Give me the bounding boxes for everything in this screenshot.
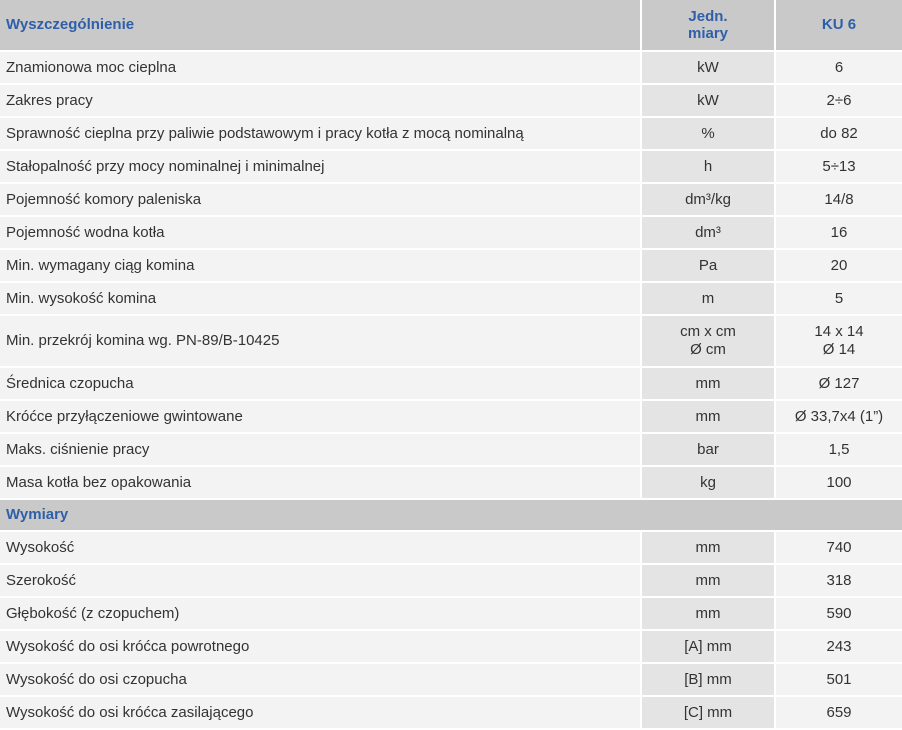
row-label: Min. wysokość komina xyxy=(0,283,640,314)
row-value-line1: 14 x 14 xyxy=(814,323,864,340)
table-row xyxy=(0,401,902,434)
row-value: 318 xyxy=(776,565,902,596)
row-label: Maks. ciśnienie pracy xyxy=(0,434,640,465)
row-label: Wysokość do osi króćca zasilającego xyxy=(0,697,640,728)
table-row xyxy=(0,697,902,730)
row-value: 6 xyxy=(776,52,902,83)
table-row xyxy=(0,368,902,401)
row-unit: bar xyxy=(640,434,776,465)
row-label: Znamionowa moc cieplna xyxy=(0,52,640,83)
row-label: Wysokość do osi króćca powrotnego xyxy=(0,631,640,662)
table-row xyxy=(0,217,902,250)
row-value: do 82 xyxy=(776,118,902,149)
row-value: Ø 127 xyxy=(776,368,902,399)
table-row xyxy=(0,532,902,565)
row-value: 501 xyxy=(776,664,902,695)
table-row xyxy=(0,467,902,500)
table-row xyxy=(0,283,902,316)
row-value: Ø 33,7x4 (1”) xyxy=(776,401,902,432)
row-value-line2: Ø 14 xyxy=(822,341,856,358)
row-unit: kW xyxy=(640,85,776,116)
row-unit: mm xyxy=(640,532,776,563)
row-value: 590 xyxy=(776,598,902,629)
row-unit-line1: cm x cm xyxy=(680,323,736,340)
row-value: 659 xyxy=(776,697,902,728)
row-unit: dm³/kg xyxy=(640,184,776,215)
row-unit: h xyxy=(640,151,776,182)
row-value: 1,5 xyxy=(776,434,902,465)
row-label: Szerokość xyxy=(0,565,640,596)
section-title: Wymiary xyxy=(6,506,69,523)
row-label: Stałopalność przy mocy nominalnej i minimalnej xyxy=(0,151,640,182)
table-row xyxy=(0,85,902,118)
row-value: 20 xyxy=(776,250,902,281)
row-unit: [A] mm xyxy=(640,631,776,662)
table-row xyxy=(0,598,902,631)
row-unit: [B] mm xyxy=(640,664,776,695)
row-value: 100 xyxy=(776,467,902,498)
row-unit: mm xyxy=(640,565,776,596)
row-value: 5 xyxy=(776,283,902,314)
table-row xyxy=(0,118,902,151)
table-header xyxy=(0,0,902,52)
header-unit xyxy=(640,0,776,50)
table-row xyxy=(0,434,902,467)
row-label: Min. wymagany ciąg komina xyxy=(0,250,640,281)
section-header-dimensions xyxy=(0,500,902,532)
row-label: Pojemność wodna kotła xyxy=(0,217,640,248)
row-label: Sprawność cieplna przy paliwie podstawowym i pracy kotła z mocą nominalną xyxy=(0,118,640,149)
table-row xyxy=(0,664,902,697)
row-value: 2÷6 xyxy=(776,85,902,116)
row-unit: mm xyxy=(640,368,776,399)
row-unit: [C] mm xyxy=(640,697,776,728)
row-value: 14/8 xyxy=(776,184,902,215)
row-label: Króćce przyłączeniowe gwintowane xyxy=(0,401,640,432)
row-label: Wysokość do osi czopucha xyxy=(0,664,640,695)
row-unit: kW xyxy=(640,52,776,83)
header-model: KU 6 xyxy=(821,16,857,33)
row-value: 16 xyxy=(776,217,902,248)
row-unit: dm³ xyxy=(640,217,776,248)
row-unit-line2: Ø cm xyxy=(690,341,726,358)
header-description: Wyszczególnienie xyxy=(6,16,135,33)
row-unit xyxy=(640,316,776,366)
row-unit: kg xyxy=(640,467,776,498)
table-row xyxy=(0,151,902,184)
header-unit-line2: miary xyxy=(687,25,729,42)
row-label: Masa kotła bez opakowania xyxy=(0,467,640,498)
row-value xyxy=(776,316,902,366)
row-unit: mm xyxy=(640,598,776,629)
row-unit: % xyxy=(640,118,776,149)
table-row xyxy=(0,631,902,664)
table-row xyxy=(0,565,902,598)
row-label: Zakres pracy xyxy=(0,85,640,116)
table-row xyxy=(0,184,902,217)
row-label: Średnica czopucha xyxy=(0,368,640,399)
table-row xyxy=(0,250,902,283)
row-label: Wysokość xyxy=(0,532,640,563)
row-unit: mm xyxy=(640,401,776,432)
row-value: 5÷13 xyxy=(776,151,902,182)
header-unit-line1: Jedn. xyxy=(688,8,728,25)
row-label: Głębokość (z czopuchem) xyxy=(0,598,640,629)
row-value: 740 xyxy=(776,532,902,563)
row-label: Min. przekrój komina wg. PN-89/B-10425 xyxy=(0,316,640,366)
table-row xyxy=(0,316,902,368)
row-value: 243 xyxy=(776,631,902,662)
row-unit: Pa xyxy=(640,250,776,281)
row-label: Pojemność komory paleniska xyxy=(0,184,640,215)
table-row xyxy=(0,52,902,85)
row-unit: m xyxy=(640,283,776,314)
